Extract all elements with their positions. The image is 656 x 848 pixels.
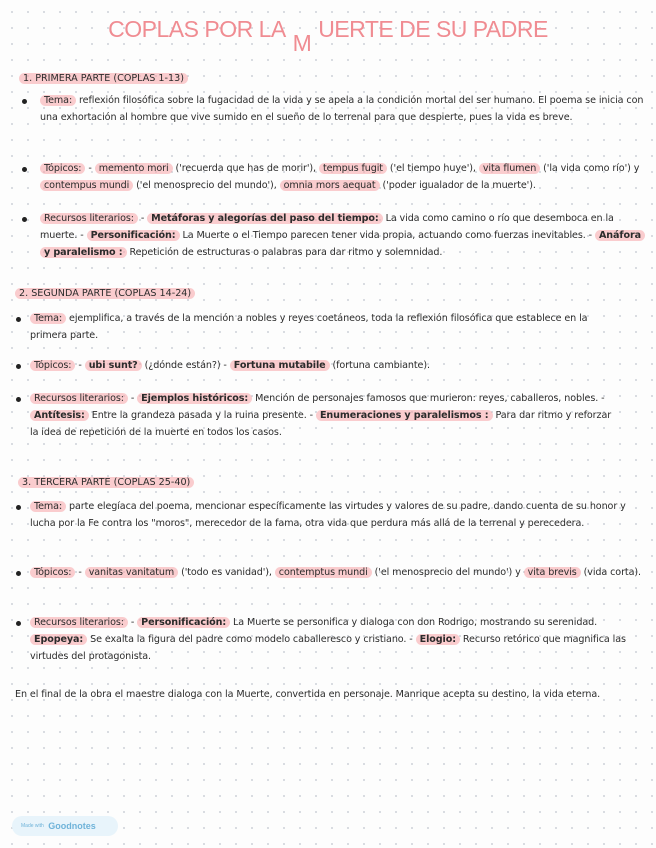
tema-label: Tema:: [30, 501, 66, 512]
bullet-dot: [16, 397, 21, 402]
topicos-label: Tópicos:: [30, 360, 75, 371]
bullet-dot: [22, 217, 27, 222]
title-part-1: COPLAS POR LA: [108, 16, 286, 42]
section-1-tema: Tema: reflexión filosófica sobre la fugacidad de la vida y se apela a la condición mortal del ser humano. El poema se inicia con una exhortación al hombre que vive sumido en el sueño de lo terrenal para que despierte, pues la vida es breve.: [40, 95, 644, 123]
recursos-label: Recursos literarios:: [30, 617, 128, 628]
section-1-topicos: Tópicos: - memento mori ('recuerda que has de morir'), tempus fugit ('el tiempo huye'), vita flumen ('la vida como río') y contempus mundi ('el menosprecio del mundo'), omnia mors aequat ('poder igualador de la muerte').: [40, 160, 644, 194]
recursos-label: Recursos literarios:: [30, 393, 128, 404]
section-1-heading: 1. PRIMERA PARTE (COPLAS 1-13): [19, 72, 188, 86]
page-title: [0, 16, 656, 56]
bullet-dot: [16, 621, 21, 626]
conclusion-paragraph: En el final de la obra el maestre dialoga con la Muerte, convertida en personaje. Manrique acepta su destino, la vida eterna.: [15, 689, 601, 700]
bullet-dot: [16, 364, 21, 369]
bullet-dot: [16, 571, 21, 576]
section-3-recursos: Recursos literarios: - Personificación: La Muerte se personifica y dialoga con don Rodrigo, mostrando su serenidad. Epopeya: Se exalta la figura del padre como modelo caballeresco y cristiano. - Elogio: Recurso retórico que magnifica las virtudes del protagonista.: [30, 617, 626, 662]
bullet-dot: [22, 99, 27, 104]
tema-label: Tema:: [40, 95, 76, 106]
title-drop-letter: M: [292, 30, 312, 56]
section-3-topicos: Tópicos: - vanitas vanitatum ('todo es vanidad'), contemptus mundi ('el menosprecio del mundo') y vita brevis (vida corta).: [30, 564, 642, 581]
bullet-dot: [16, 505, 21, 510]
goodnotes-brand: Goodnotes: [48, 821, 96, 831]
section-3-tema: Tema: parte elegíaca del poema, mencionar específicamente las virtudes y valores de su padre, dando cuenta de su honor y lucha por la Fe contra los "moros", merecedor de la fama, otra vida que perdura más allá de la terrenal y perecedera.: [30, 501, 626, 529]
section-2-heading: 2. SEGUNDA PARTE (COPLAS 14-24): [15, 287, 195, 301]
bullet-dot: [22, 167, 27, 172]
title-part-2: UERTE DE SU PADRE: [318, 16, 548, 42]
recursos-label: Recursos literarios:: [40, 213, 138, 224]
section-2-recursos: Recursos literarios: - Ejemplos históricos: Mención de personajes famosos que murieron: reyes, caballeros, nobles. - Antítesis: Entre la grandeza pasada y la ruina presente. - Enumeraciones y paralelismos : Para dar ritmo y reforzar la idea de repetición de la muerte en todos los casos.: [30, 393, 612, 438]
section-3-heading: 3. TERCERA PARTE (COPLAS 25-40): [18, 476, 194, 490]
section-1-recursos: Recursos literarios: - Metáforas y alegorías del paso del tiempo: La vida como camino o río que desemboca en la muerte. - Personificación: La Muerte o el Tiempo parecen tener vida propia, actuando como fuerzas inevitables. - Anáfora y paralelismo : Repetición de estructuras o palabras para dar ritmo y solemnidad.: [40, 210, 644, 261]
section-2-tema: Tema: ejemplifica, a través de la mención a nobles y reyes coetáneos, toda la reflexión filosófica que establece en la primera parte.: [30, 313, 588, 341]
topicos-label: Tópicos:: [30, 567, 75, 578]
section-2-topicos: Tópicos: - ubi sunt? (¿dónde están?) - Fortuna mutabile (fortuna cambiante).: [30, 357, 630, 374]
made-with-label: Made with: [21, 823, 44, 829]
goodnotes-badge: [12, 816, 118, 836]
tema-label: Tema:: [30, 313, 66, 324]
bullet-dot: [16, 317, 21, 322]
topicos-label: Tópicos:: [40, 163, 85, 174]
